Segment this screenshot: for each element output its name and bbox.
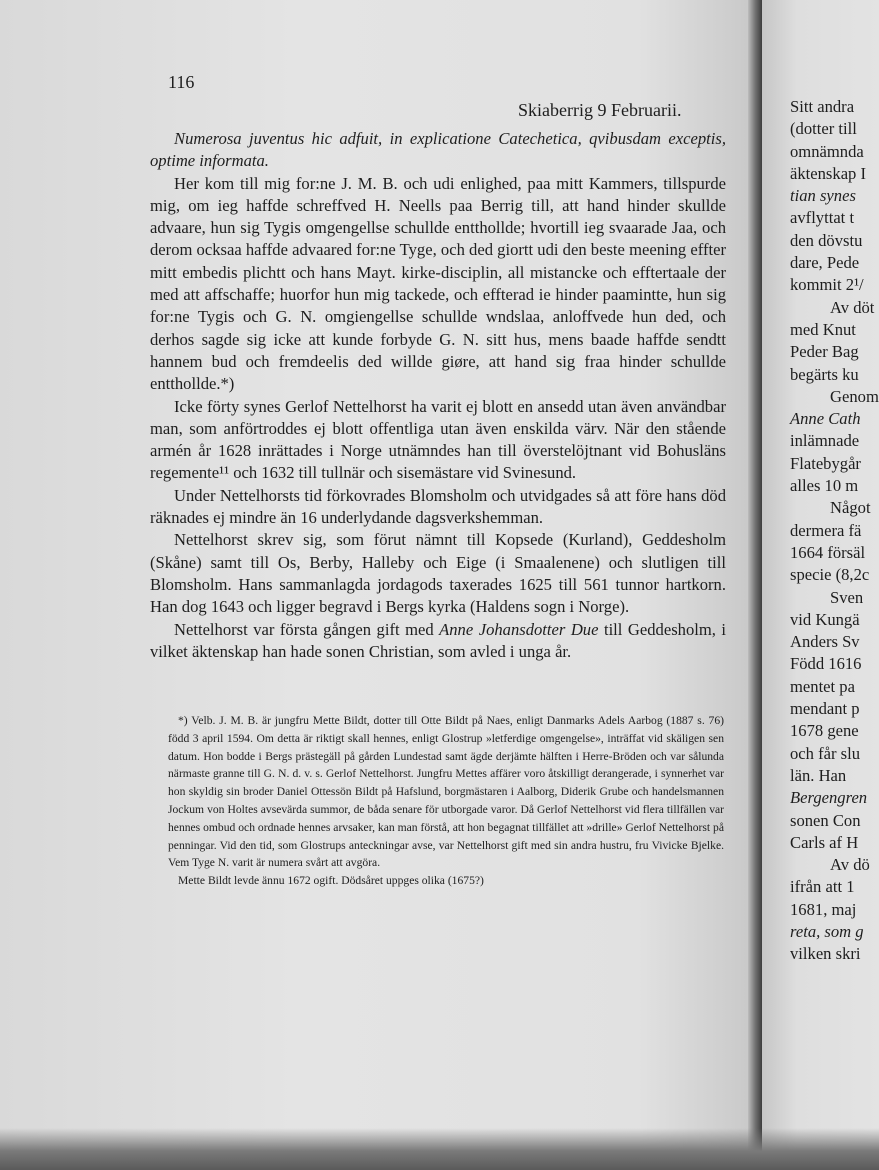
right-page-line: mendant p bbox=[790, 699, 860, 719]
right-page-line: Genom bbox=[830, 386, 879, 406]
right-page-line: län. Han bbox=[790, 765, 847, 785]
right-page-line: och får slu bbox=[790, 743, 861, 763]
right-page-line: Sven bbox=[830, 587, 864, 607]
right-page-line: mentet pa bbox=[790, 676, 855, 696]
right-page-line: omnämnda bbox=[790, 141, 864, 161]
latin-quote: Numerosa juventus hic adfuit, in explicatione Catechetica, qvibusdam exceptis, optime informata. bbox=[150, 129, 726, 171]
bottom-shadow bbox=[0, 1128, 879, 1170]
paragraph-2: Icke förty synes Gerlof Nettelhorst ha varit ej blott en ansedd utan även användbar man, som anförtroddes ej blott offentliga utan även enskilda värv. När den stående armén år 1628 inrättades i Norge utnämndes han till överstelöjtnant vid Bohusläns regemente¹¹ och 1632 till tullnär och sisemästare vid Svinesund. bbox=[150, 396, 726, 483]
footnote-1: *) Velb. J. M. B. är jungfru Mette Bildt, dotter till Otte Bildt på Naes, enligt Danmarks Adels Aarbog (1887 s. 76) född 3 april 1594. Om detta är riktigt skall hennes, enligt Glostrup »letferdige omgengelse», inträffat vid skäligen sen datum. Hon bodde i Bergs prästegäll på gården Lundestad samt ägde derjämte hälften i Herre-Bröden och var sålunda närmaste granne till G. N. d. v. s. Gerlof Nettelhorst. Jungfru Mettes affärer voro åtskilligt derangerade, i synnerhet var hon skyldig sin broder Daniel Ottessön Bildt på Hafslund, borgmästaren i Aalborg, Diderik Grube och handelsmannen Jockum von Holtes avsevärda summor, de båda senare för utborgade varor. Då Gerlof Nettelhorst vid flera tillfällen var hennes ombud och ordnade hennes arvsaker, kan man förstå, att hon begagnat tillfället att »drille» Gerlof Nettelhorst på penningar. Vid den tid, som Glostrups anteckningar avse, var Nettelhorst gift med sin andra hustru, fru Vivicke Bjelke. Vem Tyge N. varit är numera svårt att avgöra. bbox=[168, 714, 724, 870]
footnotes bbox=[168, 712, 724, 890]
right-page-line: dermera fä bbox=[790, 520, 862, 540]
paragraph-1: Her kom till mig for:ne J. M. B. och udi enlighed, paa mitt Kammers, tillspurde mig, om ieg haffde schreffved H. Neells paa Berrig till, att hand hinder skullde advaare, hun sig Tygis omgengellse schullde enttholldе; hvortill ieg svaarade Jaa, och derom ocksaa haffde advaared for:ne Tyge, och ded giortt udi den beste meening effter mitt embedis plichtt och hans Mayt. kirke-disciplin, all mistancke och efftertaale der med att affschaffe; huorfor hun mig tackede, och effterad ie hinder paamintte, hun sig for:ne Tygis och G. N. omgiengellse schullde wndslaa, anloffvede hun ded, och derhos sagde sig icke att kunde forbyde G. N. sitt hus, mens baade haffde sendtt hannem bud och fremdeelis ded willde giøre, att hand sig fraa hinder schullde enttholldе.*) bbox=[150, 173, 726, 394]
right-page-line: Något bbox=[830, 498, 871, 518]
right-page bbox=[762, 0, 879, 1170]
footnote-2: Mette Bildt levde ännu 1672 ogift. Dödsåret uppges olika (1675?) bbox=[178, 874, 484, 888]
right-page-line: inlämnade bbox=[790, 431, 860, 451]
right-page-line: Anders Sv bbox=[790, 632, 860, 652]
body-text bbox=[150, 128, 726, 663]
right-page-line: Peder Bag bbox=[790, 342, 859, 362]
right-page-line: 1681, maj bbox=[790, 899, 857, 919]
right-page-line: Bergengren bbox=[790, 788, 868, 808]
right-page-line: Carls af H bbox=[790, 832, 859, 852]
right-page-line: dare, Pede bbox=[790, 253, 860, 273]
paragraph-4: Nettelhorst skrev sig, som förut nämnt till Kopsede (Kurland), Geddesholm (Skåne) samt till Os, Berby, Halleby och Eige (i Smaalenene) och slutligen till Blomsholm. Hans sammanlagda jordagods taxerades 1625 till 561 tunnor hartkorn. Han dog 1643 och ligger begravd i Bergs kyrka (Haldens sogn i Norge). bbox=[150, 530, 726, 617]
paragraph-5-end: till Geddesholm, i vilket äktenskap han hade sonen Christian, som avled i unga år. bbox=[150, 619, 727, 661]
right-page-line: Av dö bbox=[830, 855, 870, 875]
right-page-line: äktenskap I bbox=[790, 163, 867, 183]
right-page-line: Av döt bbox=[830, 297, 875, 317]
right-page-line: specie (8,2c bbox=[790, 565, 870, 585]
right-page-line: vilken skri bbox=[790, 944, 861, 964]
right-page-line: ifrån att 1 bbox=[790, 877, 855, 897]
paragraph-3: Under Nettelhorsts tid förkovrades Blomsholm och utvidgades så att före hans död räknades ej mindre än 16 underlydande dagsverkshemman. bbox=[150, 485, 726, 528]
right-page-line: tian synes bbox=[790, 186, 856, 206]
right-page-line: alles 10 m bbox=[790, 476, 859, 496]
right-page-line: vid Kungä bbox=[790, 609, 860, 629]
right-page-line: sonen Con bbox=[790, 810, 861, 830]
page-number: 116 bbox=[168, 72, 195, 92]
right-page-line: 1678 gene bbox=[790, 721, 859, 741]
place-date-heading: Skiaberrig 9 Februarii. bbox=[518, 100, 682, 120]
right-page-text bbox=[790, 96, 879, 966]
right-page-line: kommit 2¹/ bbox=[790, 275, 864, 295]
right-page-line: Flatebygår bbox=[790, 453, 861, 473]
right-page-line: Anne Cath bbox=[790, 409, 861, 429]
right-page-line: 1664 försäl bbox=[790, 542, 866, 562]
right-page-line: Född 1616 bbox=[790, 654, 862, 674]
paragraph-5 bbox=[150, 619, 726, 664]
paragraph-5-name: Anne Johansdotter Due bbox=[439, 619, 599, 639]
right-page-line: den dövstu bbox=[790, 230, 863, 250]
right-page-line: avflyttat t bbox=[790, 208, 855, 228]
book-gutter bbox=[748, 0, 762, 1170]
right-page-line: reta, som g bbox=[790, 921, 864, 941]
right-page-line: begärts ku bbox=[790, 364, 859, 384]
right-page-line: med Knut bbox=[790, 319, 856, 339]
right-page-line: (dotter till bbox=[790, 119, 857, 139]
right-page-line: Sitt andra bbox=[790, 97, 855, 116]
paragraph-5-start: Nettelhorst var första gången gift med bbox=[174, 619, 440, 639]
